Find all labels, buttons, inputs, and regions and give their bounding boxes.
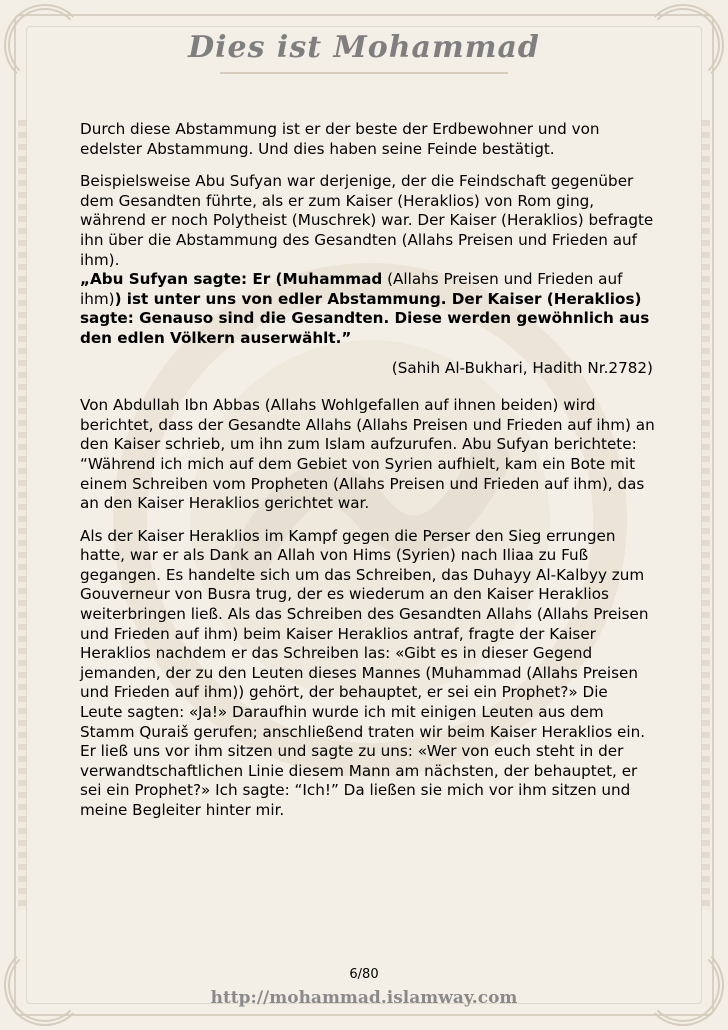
header-divider (220, 72, 508, 74)
paragraph-3: Von Abdullah Ibn Abbas (Allahs Wohlgefallen auf ihnen beiden) wird berichtet, dass der Gesandte Allahs (Allahs Preisen und Frieden auf ihm) an den Kaiser schrieb, um ihn zum Islam aufzurufen. Abu Sufyan berichtete: “Während ich mich auf dem Gebiet von Syrien aufhielt, kam ein Bote mit einem Schreiben vom Propheten (Allahs Preisen und Frieden auf ihm), das an den Kaiser Heraklios gerichtet war. (80, 396, 655, 513)
citation: (Sahih Al-Bukhari, Hadith Nr.2782) (391, 358, 653, 377)
header-title: Dies ist Mohammad (188, 30, 540, 65)
document-body (80, 120, 655, 834)
right-border-ornament (702, 120, 710, 910)
paragraph-2 (80, 172, 655, 348)
quote-bold-a: „Abu Sufyan sagte: Er (Muhammad (80, 270, 383, 289)
paragraph-2-text: Beispielsweise Abu Sufyan war derjenige, der die Feindschaft gegenüber dem Gesandten führte, als er zum Kaiser (Heraklios) von Rom ging, während er noch Polytheist (Muschrek) war. Der Kaiser (Heraklios) befragte ihn über die Abstammung des Gesandten (Allahs Preisen und Frieden auf ihm). (80, 172, 654, 269)
left-border-ornament (18, 120, 26, 910)
paragraph-1: Durch diese Abstammung ist er der beste der Erdbewohner und von edelster Abstammung. Und dies haben seine Feinde bestätigt. (80, 120, 600, 158)
page-number: 6/80 (349, 967, 379, 982)
quote-normal: (Allahs Preisen und Frieden auf ihm) (80, 270, 623, 308)
corner-ornament-bottom-left (4, 944, 86, 1026)
footer-url: http://mohammad.islamway.com (210, 988, 518, 1008)
quote-bold-b: ) ist unter uns von edler Abstammung. Der Kaiser (Heraklios) sagte: Genauso sind die Gesandten. Diese werden gewöhnlich aus den edlen Völkern auserwählt.” (80, 289, 650, 347)
paragraph-4: Als der Kaiser Heraklios im Kampf gegen die Perser den Sieg errungen hatte, war er als Dank an Allah von Hims (Syrien) nach Iliaa zu Fuß gegangen. Es handelte sich um das Schreiben, das Duhayy Al-Kalbyy zum Gouverneur von Busra trug, der es wiederum an den Kaiser Heraklios weiterbringen ließ. Als das Schreiben des Gesandten Allahs (Allahs Preisen und Frieden auf ihm) beim Kaiser Heraklios antraf, fragte der Kaiser Heraklios nachdem er das Schreiben las: «Gibt es in dieser Gegend jemanden, der zu den Leuten dieses Mannes (Muhammad (Allahs Preisen und Frieden auf ihm)) gehört, der behauptet, er sei ein Prophet?» Die Leute sagten: «Ja!» Daraufhin wurde ich mit einigen Leuten aus dem Stamm Quraiš gerufen; anschließend traten wir beim Kaiser Heraklios ein. Er ließ uns vor ihm sitzen und sagte zu uns: «Wer von euch steht in der verwandtschaftlichen Linie diesem Mann am nächsten, der behauptet, er sei ein Prophet?» Ich sagte: “Ich!” Da ließen sie mich vor ihm sitzen und meine Begleiter hinter mir. (80, 526, 649, 819)
corner-ornament-bottom-right (642, 944, 724, 1026)
